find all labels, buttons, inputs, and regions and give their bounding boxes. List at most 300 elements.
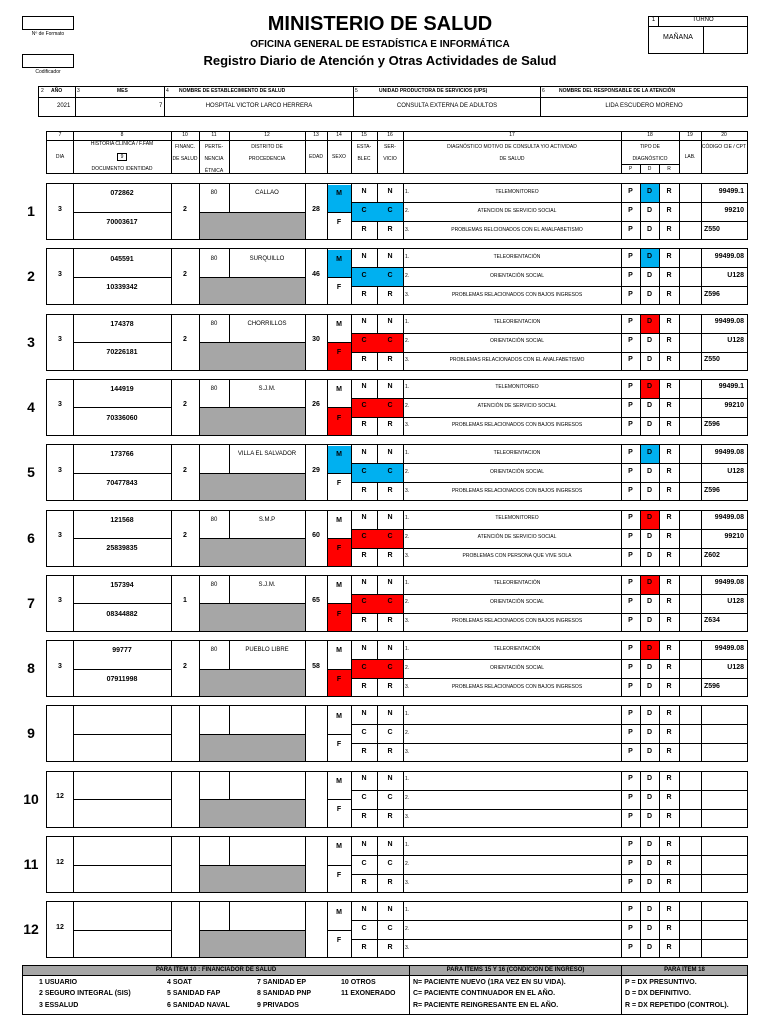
- tipo-d[interactable]: D: [646, 878, 653, 886]
- diagnostico[interactable]: ATENCIÓN DE SERVICIO SOCIAL: [477, 403, 557, 410]
- tipo-p[interactable]: P: [628, 356, 633, 364]
- ingreso-estab-r[interactable]: R: [361, 813, 367, 821]
- tipo-p[interactable]: P: [628, 905, 633, 913]
- tipo-r[interactable]: R: [666, 617, 672, 625]
- sexo-f[interactable]: F: [336, 741, 342, 749]
- codificador-box[interactable]: [22, 54, 74, 68]
- ingreso-serv-r[interactable]: R: [387, 943, 393, 951]
- tipo-p[interactable]: P: [628, 514, 633, 521]
- dia-cell[interactable]: 12: [56, 858, 64, 866]
- codigo-cie[interactable]: 99499.08: [714, 252, 744, 260]
- tipo-r[interactable]: R: [666, 252, 672, 260]
- dia-cell[interactable]: 3: [58, 662, 62, 670]
- tipo-p[interactable]: P: [628, 813, 633, 821]
- documento-identidad[interactable]: 70226181: [106, 349, 138, 357]
- tipo-d[interactable]: D: [646, 421, 653, 429]
- tipo-r[interactable]: R: [666, 859, 672, 867]
- dia-cell[interactable]: 3: [58, 466, 62, 474]
- tipo-d[interactable]: D: [646, 813, 653, 821]
- ingreso-estab-c[interactable]: C: [361, 859, 367, 867]
- tipo-p[interactable]: P: [628, 206, 633, 214]
- diagnostico[interactable]: TELEORIENTACIÓN: [493, 580, 541, 587]
- ingreso-estab-r[interactable]: R: [361, 421, 367, 429]
- diagnostico[interactable]: TELEORIENTACIÓN: [493, 253, 541, 260]
- tipo-p[interactable]: P: [628, 552, 633, 559]
- sexo-m[interactable]: M: [336, 843, 342, 851]
- ingreso-serv-r[interactable]: R: [387, 682, 393, 690]
- historia-clinica[interactable]: 121568: [110, 516, 134, 524]
- edad[interactable]: 46: [312, 270, 320, 278]
- tipo-p[interactable]: P: [628, 840, 633, 848]
- ingreso-serv-r[interactable]: R: [387, 552, 393, 559]
- formato-box[interactable]: [22, 16, 74, 30]
- diagnostico[interactable]: ATENCIÓN DE SERVICIO SOCIAL: [477, 534, 557, 540]
- tipo-p[interactable]: P: [628, 794, 633, 802]
- tipo-d[interactable]: D: [646, 206, 653, 214]
- distrito[interactable]: S.J.M.: [258, 386, 276, 393]
- ingreso-serv-n[interactable]: N: [387, 840, 393, 848]
- edad[interactable]: 30: [312, 336, 320, 344]
- ingreso-estab-n[interactable]: N: [361, 840, 367, 848]
- dia-cell[interactable]: 12: [56, 793, 64, 801]
- info-ano[interactable]: 2021: [57, 103, 71, 109]
- edad[interactable]: 26: [312, 401, 320, 409]
- tipo-r[interactable]: R: [666, 663, 672, 671]
- documento-identidad[interactable]: 25839835: [106, 545, 138, 553]
- financiador[interactable]: 2: [183, 532, 187, 539]
- tipo-r[interactable]: R: [666, 402, 672, 410]
- ingreso-serv-r[interactable]: R: [387, 290, 393, 298]
- financiador[interactable]: 2: [183, 401, 187, 409]
- tipo-p[interactable]: P: [628, 709, 633, 717]
- tipo-r[interactable]: R: [666, 448, 672, 456]
- diagnostico[interactable]: PROBLEMAS RELCIONADOS CON EL ANALFABETISMO: [451, 226, 583, 233]
- diagnostico[interactable]: TELEMONITOREO: [495, 515, 539, 521]
- distrito[interactable]: CALLAO: [255, 190, 279, 197]
- tipo-r[interactable]: R: [666, 514, 672, 521]
- ingreso-estab-n[interactable]: N: [361, 514, 367, 521]
- tipo-p[interactable]: P: [628, 383, 633, 391]
- codigo-cie[interactable]: U128: [727, 467, 744, 475]
- historia-clinica[interactable]: 144919: [110, 386, 134, 394]
- etnia[interactable]: 80: [210, 647, 218, 654]
- diagnostico[interactable]: PROBLEMAS RELACIONADOS CON BAJOS INGRESOS: [451, 422, 583, 429]
- tipo-p[interactable]: P: [628, 467, 633, 475]
- diagnostico[interactable]: PROBLEMAS RELACIONADOS CON BAJOS INGRESOS: [451, 683, 583, 690]
- financiador[interactable]: 2: [183, 205, 187, 213]
- tipo-p[interactable]: P: [628, 271, 633, 279]
- diagnostico[interactable]: PROBLEMAS CON PERSONA QUE VIVE SOLA: [462, 553, 572, 559]
- tipo-r[interactable]: R: [666, 775, 672, 783]
- codigo-cie[interactable]: 99499.08: [714, 448, 744, 456]
- tipo-r[interactable]: R: [666, 383, 672, 391]
- tipo-p[interactable]: P: [628, 337, 633, 345]
- tipo-d[interactable]: D: [646, 552, 653, 559]
- ingreso-estab-c[interactable]: C: [361, 794, 367, 802]
- tipo-p[interactable]: P: [628, 448, 633, 456]
- diagnostico[interactable]: ATENCION DE SERVICIO SOCIAL: [477, 207, 557, 214]
- ingreso-serv-c[interactable]: C: [387, 598, 393, 606]
- ingreso-estab-c[interactable]: C: [361, 337, 367, 345]
- ingreso-serv-c[interactable]: C: [387, 206, 393, 214]
- codigo-cie[interactable]: Z596: [704, 682, 720, 690]
- ingreso-estab-n[interactable]: N: [361, 644, 367, 652]
- tipo-p[interactable]: P: [628, 187, 633, 195]
- ingreso-estab-n[interactable]: N: [361, 905, 367, 913]
- codigo-cie[interactable]: Z634: [704, 617, 720, 625]
- sexo-m[interactable]: M: [336, 777, 342, 785]
- ingreso-serv-r[interactable]: R: [387, 225, 393, 233]
- ingreso-estab-n[interactable]: N: [361, 318, 367, 326]
- tipo-p[interactable]: P: [628, 533, 633, 540]
- ingreso-serv-n[interactable]: N: [387, 905, 393, 913]
- sexo-m[interactable]: M: [336, 451, 342, 459]
- financiador[interactable]: 1: [183, 597, 187, 605]
- tipo-d[interactable]: D: [646, 290, 653, 298]
- documento-identidad[interactable]: 07911998: [106, 675, 138, 683]
- etnia[interactable]: 80: [210, 190, 218, 197]
- tipo-d[interactable]: D: [646, 271, 653, 279]
- sexo-m[interactable]: M: [336, 386, 342, 394]
- sexo-f[interactable]: F: [336, 545, 342, 553]
- codigo-cie[interactable]: 99499.1: [718, 187, 744, 195]
- sexo-m[interactable]: M: [336, 516, 342, 524]
- ingreso-serv-n[interactable]: N: [387, 187, 393, 195]
- tipo-d[interactable]: D: [646, 598, 653, 606]
- ingreso-serv-c[interactable]: C: [387, 271, 393, 279]
- ingreso-serv-n[interactable]: N: [387, 318, 393, 326]
- tipo-r[interactable]: R: [666, 794, 672, 802]
- dia-cell[interactable]: 3: [58, 597, 62, 605]
- tipo-d[interactable]: D: [646, 402, 653, 410]
- codigo-cie[interactable]: Z602: [704, 552, 720, 559]
- codigo-cie[interactable]: Z550: [704, 225, 720, 233]
- tipo-p[interactable]: P: [628, 775, 633, 783]
- sexo-f[interactable]: F: [336, 937, 342, 945]
- diagnostico[interactable]: ORIENTACIÓN SOCIAL: [489, 272, 545, 279]
- etnia[interactable]: 80: [210, 386, 218, 393]
- ingreso-serv-r[interactable]: R: [387, 878, 393, 886]
- sexo-m[interactable]: M: [336, 582, 342, 590]
- ingreso-serv-r[interactable]: R: [387, 486, 393, 494]
- tipo-r[interactable]: R: [666, 598, 672, 606]
- codigo-cie[interactable]: U128: [727, 663, 744, 671]
- etnia[interactable]: 80: [210, 255, 218, 262]
- tipo-d[interactable]: D: [646, 682, 653, 690]
- ingreso-serv-c[interactable]: C: [387, 533, 393, 540]
- tipo-p[interactable]: P: [628, 225, 633, 233]
- tipo-r[interactable]: R: [666, 813, 672, 821]
- tipo-r[interactable]: R: [666, 290, 672, 298]
- distrito[interactable]: S.M.P: [258, 516, 276, 523]
- ingreso-estab-c[interactable]: C: [361, 533, 367, 540]
- tipo-d[interactable]: D: [646, 356, 653, 364]
- ingreso-serv-c[interactable]: C: [387, 337, 393, 345]
- financiador[interactable]: 2: [183, 270, 187, 278]
- tipo-d[interactable]: D: [646, 533, 653, 540]
- ingreso-estab-c[interactable]: C: [361, 271, 367, 279]
- ingreso-estab-n[interactable]: N: [361, 383, 367, 391]
- sexo-f[interactable]: F: [336, 871, 342, 879]
- etnia[interactable]: 80: [210, 582, 218, 589]
- tipo-r[interactable]: R: [666, 943, 672, 951]
- ingreso-estab-r[interactable]: R: [361, 552, 367, 559]
- info-mes[interactable]: 7: [159, 103, 163, 109]
- tipo-p[interactable]: P: [628, 924, 633, 932]
- diagnostico[interactable]: ORIENTACIÓN SOCIAL: [489, 664, 545, 671]
- diagnostico[interactable]: PROBLEMAS RELACIONADOS CON BAJOS INGRESOS: [451, 487, 583, 494]
- codigo-cie[interactable]: 99499.08: [714, 644, 744, 652]
- info-resp[interactable]: LIDA ESCUDERO MORENO: [605, 103, 683, 109]
- sexo-m[interactable]: M: [336, 255, 342, 263]
- distrito[interactable]: SURQUILLO: [249, 255, 285, 262]
- tipo-d[interactable]: D: [646, 905, 653, 913]
- ingreso-serv-c[interactable]: C: [387, 467, 393, 475]
- sexo-f[interactable]: F: [336, 284, 342, 292]
- tipo-r[interactable]: R: [666, 206, 672, 214]
- historia-clinica[interactable]: 157394: [110, 582, 134, 590]
- tipo-d[interactable]: D: [646, 252, 653, 260]
- dia-cell[interactable]: 3: [58, 205, 62, 213]
- ingreso-serv-r[interactable]: R: [387, 617, 393, 625]
- sexo-f[interactable]: F: [336, 414, 342, 422]
- distrito[interactable]: CHORRILLOS: [247, 320, 287, 327]
- tipo-r[interactable]: R: [666, 271, 672, 279]
- tipo-p[interactable]: P: [628, 421, 633, 429]
- tipo-d[interactable]: D: [646, 840, 653, 848]
- ingreso-serv-r[interactable]: R: [387, 356, 393, 364]
- ingreso-serv-n[interactable]: N: [387, 448, 393, 456]
- tipo-d[interactable]: D: [646, 794, 653, 802]
- documento-identidad[interactable]: 70477843: [106, 479, 138, 487]
- sexo-m[interactable]: M: [336, 908, 342, 916]
- tipo-p[interactable]: P: [628, 402, 633, 410]
- historia-clinica[interactable]: 99777: [112, 647, 132, 655]
- codigo-cie[interactable]: 99210: [724, 402, 744, 410]
- sexo-m[interactable]: M: [336, 190, 342, 198]
- tipo-r[interactable]: R: [666, 225, 672, 233]
- tipo-r[interactable]: R: [666, 356, 672, 364]
- historia-clinica[interactable]: 173766: [110, 451, 134, 459]
- ingreso-estab-r[interactable]: R: [361, 747, 367, 755]
- ingreso-serv-r[interactable]: R: [387, 421, 393, 429]
- tipo-r[interactable]: R: [666, 486, 672, 494]
- tipo-r[interactable]: R: [666, 709, 672, 717]
- tipo-p[interactable]: P: [628, 728, 633, 736]
- codigo-cie[interactable]: Z550: [704, 356, 720, 364]
- tipo-r[interactable]: R: [666, 467, 672, 475]
- tipo-r[interactable]: R: [666, 187, 672, 195]
- sexo-f[interactable]: F: [336, 349, 342, 357]
- financiador[interactable]: 2: [183, 466, 187, 474]
- tipo-p[interactable]: P: [628, 318, 633, 326]
- ingreso-serv-r[interactable]: R: [387, 747, 393, 755]
- tipo-r[interactable]: R: [666, 552, 672, 559]
- tipo-r[interactable]: R: [666, 682, 672, 690]
- tipo-p[interactable]: P: [628, 252, 633, 260]
- ingreso-estab-n[interactable]: N: [361, 579, 367, 587]
- codigo-cie[interactable]: 99499.08: [714, 318, 744, 326]
- diagnostico[interactable]: PROBLEMAS RELACIONADOS CON BAJOS INGRESOS: [451, 618, 583, 625]
- ingreso-estab-r[interactable]: R: [361, 486, 367, 494]
- codigo-cie[interactable]: 99499.08: [714, 514, 744, 521]
- tipo-p[interactable]: P: [628, 682, 633, 690]
- info-ups[interactable]: CONSULTA EXTERNA DE ADULTOS: [396, 103, 498, 109]
- ingreso-estab-n[interactable]: N: [361, 448, 367, 456]
- distrito[interactable]: VILLA EL SALVADOR: [237, 451, 297, 458]
- diagnostico[interactable]: ORIENTACIÓN SOCIAL: [489, 468, 545, 475]
- etnia[interactable]: 80: [210, 516, 218, 523]
- ingreso-estab-n[interactable]: N: [361, 252, 367, 260]
- historia-clinica[interactable]: 174378: [110, 320, 134, 328]
- ingreso-serv-n[interactable]: N: [387, 383, 393, 391]
- ingreso-estab-r[interactable]: R: [361, 290, 367, 298]
- ingreso-serv-c[interactable]: C: [387, 402, 393, 410]
- tipo-r[interactable]: R: [666, 421, 672, 429]
- diagnostico[interactable]: TELEORIENTACION: [493, 319, 541, 326]
- codigo-cie[interactable]: 99499.08: [714, 579, 744, 587]
- tipo-p[interactable]: P: [628, 579, 633, 587]
- ingreso-serv-r[interactable]: R: [387, 813, 393, 821]
- ingreso-estab-r[interactable]: R: [361, 682, 367, 690]
- tipo-p[interactable]: P: [628, 859, 633, 867]
- ingreso-estab-r[interactable]: R: [361, 943, 367, 951]
- ingreso-serv-c[interactable]: C: [387, 794, 393, 802]
- tipo-r[interactable]: R: [666, 318, 672, 326]
- tipo-d[interactable]: D: [646, 187, 653, 195]
- codigo-cie[interactable]: 99499.1: [718, 383, 744, 391]
- codigo-cie[interactable]: 99210: [724, 533, 744, 540]
- tipo-d[interactable]: D: [646, 617, 653, 625]
- tipo-p[interactable]: P: [628, 290, 633, 298]
- ingreso-estab-r[interactable]: R: [361, 225, 367, 233]
- diagnostico[interactable]: ORIENTACIÓN SOCIAL: [489, 599, 545, 606]
- tipo-d[interactable]: D: [646, 775, 653, 783]
- dia-cell[interactable]: 3: [58, 336, 62, 344]
- tipo-p[interactable]: P: [628, 747, 633, 755]
- ingreso-serv-c[interactable]: C: [387, 859, 393, 867]
- ingreso-estab-c[interactable]: C: [361, 728, 367, 736]
- sexo-f[interactable]: F: [336, 479, 342, 487]
- dia-cell[interactable]: 3: [58, 270, 62, 278]
- tipo-d[interactable]: D: [646, 225, 653, 233]
- financiador[interactable]: 2: [183, 336, 187, 344]
- codigo-cie[interactable]: Z596: [704, 421, 720, 429]
- tipo-p[interactable]: P: [628, 598, 633, 606]
- tipo-r[interactable]: R: [666, 840, 672, 848]
- dia-cell[interactable]: 3: [58, 401, 62, 409]
- tipo-d[interactable]: D: [646, 709, 653, 717]
- historia-clinica[interactable]: 045591: [110, 255, 134, 263]
- info-estab[interactable]: HOSPITAL VICTOR LARCO HERRERA: [205, 103, 313, 109]
- tipo-p[interactable]: P: [628, 878, 633, 886]
- tipo-d[interactable]: D: [646, 943, 653, 951]
- tipo-p[interactable]: P: [628, 663, 633, 671]
- sexo-m[interactable]: M: [336, 320, 342, 328]
- codigo-cie[interactable]: Z596: [704, 486, 720, 494]
- ingreso-estab-c[interactable]: C: [361, 663, 367, 671]
- sexo-m[interactable]: M: [336, 647, 342, 655]
- tipo-d[interactable]: D: [646, 663, 653, 671]
- ingreso-serv-n[interactable]: N: [387, 252, 393, 260]
- tipo-d[interactable]: D: [646, 337, 653, 345]
- ingreso-serv-n[interactable]: N: [387, 775, 393, 783]
- turno-value[interactable]: MAÑANA: [663, 34, 693, 41]
- ingreso-estab-c[interactable]: C: [361, 206, 367, 214]
- dia-cell[interactable]: 12: [56, 923, 64, 931]
- ingreso-estab-n[interactable]: N: [361, 709, 367, 717]
- edad[interactable]: 28: [312, 205, 320, 213]
- sexo-f[interactable]: F: [336, 675, 342, 683]
- tipo-p[interactable]: P: [628, 943, 633, 951]
- tipo-r[interactable]: R: [666, 337, 672, 345]
- documento-identidad[interactable]: 08344882: [106, 610, 138, 618]
- tipo-d[interactable]: D: [646, 859, 653, 867]
- documento-identidad[interactable]: 70003617: [106, 218, 138, 226]
- tipo-p[interactable]: P: [628, 644, 633, 652]
- ingreso-estab-c[interactable]: C: [361, 402, 367, 410]
- codigo-cie[interactable]: Z596: [704, 290, 720, 298]
- dia-cell[interactable]: 3: [58, 532, 62, 539]
- ingreso-estab-n[interactable]: N: [361, 775, 367, 783]
- sexo-m[interactable]: M: [336, 712, 342, 720]
- tipo-p[interactable]: P: [628, 486, 633, 494]
- tipo-d[interactable]: D: [646, 486, 653, 494]
- tipo-r[interactable]: R: [666, 905, 672, 913]
- tipo-d[interactable]: D: [646, 579, 653, 587]
- tipo-r[interactable]: R: [666, 579, 672, 587]
- etnia[interactable]: 80: [210, 320, 218, 327]
- distrito[interactable]: S.J.M.: [258, 582, 276, 589]
- tipo-r[interactable]: R: [666, 533, 672, 540]
- tipo-d[interactable]: D: [646, 467, 653, 475]
- ingreso-estab-r[interactable]: R: [361, 356, 367, 364]
- distrito[interactable]: PUEBLO LIBRE: [245, 647, 289, 654]
- ingreso-estab-c[interactable]: C: [361, 924, 367, 932]
- diagnostico[interactable]: PROBLEMAS RELACIONADOS CON BAJOS INGRESOS: [451, 291, 583, 298]
- historia-clinica[interactable]: 072862: [110, 190, 134, 198]
- sexo-f[interactable]: F: [336, 218, 342, 226]
- tipo-r[interactable]: R: [666, 728, 672, 736]
- codigo-cie[interactable]: U128: [727, 337, 744, 345]
- financiador[interactable]: 2: [183, 662, 187, 670]
- codigo-cie[interactable]: U128: [727, 271, 744, 279]
- tipo-d[interactable]: D: [646, 644, 653, 652]
- ingreso-estab-c[interactable]: C: [361, 467, 367, 475]
- ingreso-estab-c[interactable]: C: [361, 598, 367, 606]
- diagnostico[interactable]: TELEMONITOREO: [495, 188, 539, 195]
- ingreso-serv-c[interactable]: C: [387, 924, 393, 932]
- tipo-r[interactable]: R: [666, 644, 672, 652]
- tipo-r[interactable]: R: [666, 878, 672, 886]
- diagnostico[interactable]: TELEORIENTACION: [493, 449, 541, 456]
- ingreso-estab-r[interactable]: R: [361, 617, 367, 625]
- tipo-d[interactable]: D: [646, 318, 653, 326]
- ingreso-estab-r[interactable]: R: [361, 878, 367, 886]
- ingreso-estab-n[interactable]: N: [361, 187, 367, 195]
- ingreso-serv-c[interactable]: C: [387, 663, 393, 671]
- edad[interactable]: 29: [312, 466, 320, 474]
- diagnostico[interactable]: TELEORIENTACIÓN: [493, 645, 541, 652]
- tipo-r[interactable]: R: [666, 924, 672, 932]
- edad[interactable]: 60: [312, 532, 320, 539]
- ingreso-serv-c[interactable]: C: [387, 728, 393, 736]
- diagnostico[interactable]: PROBLEMAS RELACIONADOS CON EL ANALFABETISMO: [449, 357, 585, 364]
- tipo-r[interactable]: R: [666, 747, 672, 755]
- tipo-d[interactable]: D: [646, 924, 653, 932]
- sexo-f[interactable]: F: [336, 806, 342, 814]
- tipo-d[interactable]: D: [646, 448, 653, 456]
